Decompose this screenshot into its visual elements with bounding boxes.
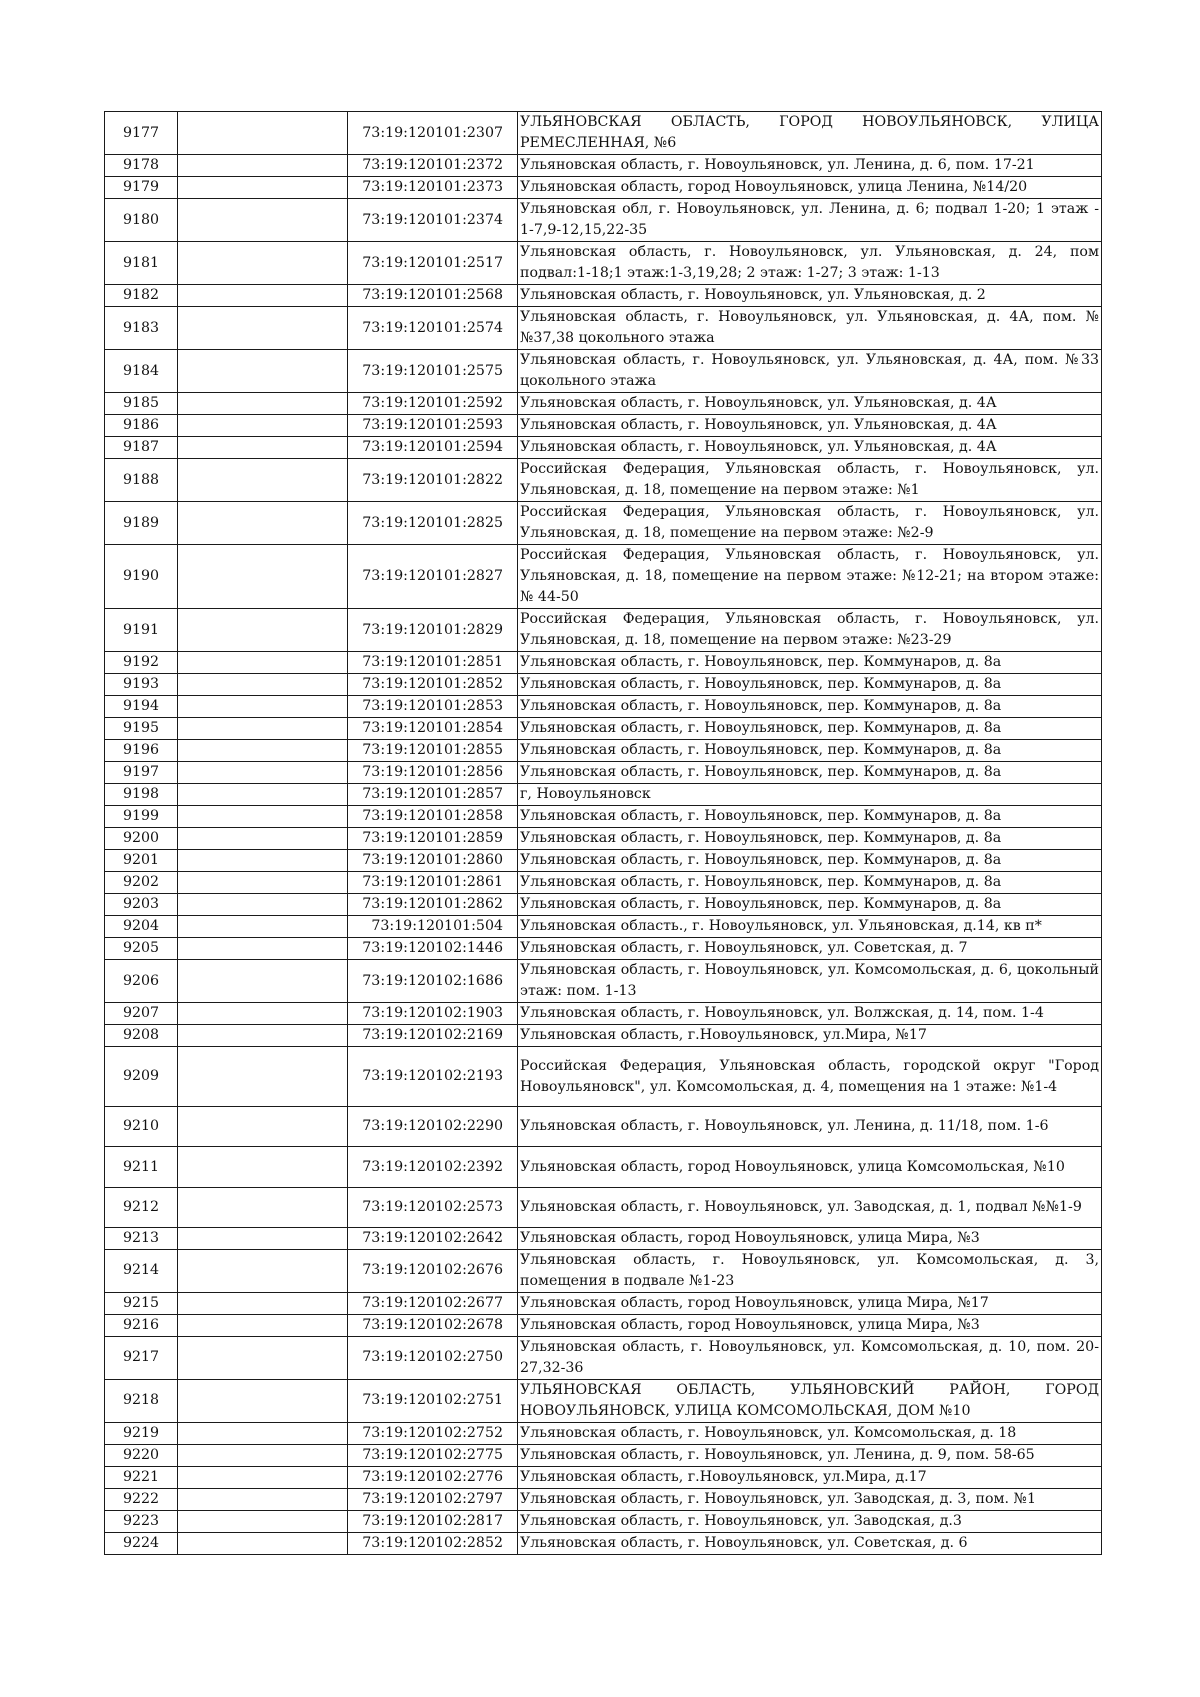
row-number: 9180: [105, 199, 178, 242]
row-address: Ульяновская область, город Новоульяновск, улица Комсомольская, №10: [518, 1147, 1102, 1187]
row-cadastral-number: 73:19:120102:1903: [348, 1003, 518, 1025]
row-cadastral-number: 73:19:120101:2307: [348, 112, 518, 155]
row-cadastral-number: 73:19:120102:1446: [348, 938, 518, 960]
row-address: Ульяновская область, г. Новоульяновск, ул. Ульяновская, д. 4А, пом. №№37,38 цокольного этажа: [518, 307, 1102, 350]
table-row: [105, 1292, 1102, 1314]
row-empty-cell: [178, 1249, 348, 1292]
row-number: 9221: [105, 1466, 178, 1488]
row-number: 9210: [105, 1107, 178, 1147]
row-cadastral-number: 73:19:120101:2858: [348, 806, 518, 828]
table-body: [105, 112, 1102, 1555]
row-cadastral-number: 73:19:120101:2372: [348, 155, 518, 177]
row-cadastral-number: 73:19:120101:2829: [348, 609, 518, 652]
row-cadastral-number: 73:19:120102:2169: [348, 1025, 518, 1047]
table-row: [105, 938, 1102, 960]
row-number: 9179: [105, 177, 178, 199]
row-cadastral-number: 73:19:120101:2593: [348, 415, 518, 437]
row-number: 9192: [105, 652, 178, 674]
table-row: [105, 1047, 1102, 1107]
row-empty-cell: [178, 1379, 348, 1422]
row-number: 9200: [105, 828, 178, 850]
row-cadastral-number: 73:19:120102:2797: [348, 1488, 518, 1510]
row-empty-cell: [178, 609, 348, 652]
row-cadastral-number: 73:19:120102:2751: [348, 1379, 518, 1422]
row-address: Ульяновская область, г. Новоульяновск, пер. Коммунаров, д. 8а: [518, 762, 1102, 784]
row-number: 9220: [105, 1444, 178, 1466]
row-cadastral-number: 73:19:120101:2853: [348, 696, 518, 718]
row-cadastral-number: 73:19:120101:2373: [348, 177, 518, 199]
table-row: [105, 437, 1102, 459]
row-cadastral-number: 73:19:120101:2861: [348, 872, 518, 894]
row-address: Ульяновская область, г. Новоульяновск, ул. Советская, д. 7: [518, 938, 1102, 960]
row-cadastral-number: 73:19:120101:2594: [348, 437, 518, 459]
table-row: [105, 762, 1102, 784]
row-address: Ульяновская область, город Новоульяновск, улица Мира, №3: [518, 1314, 1102, 1336]
row-number: 9182: [105, 285, 178, 307]
row-cadastral-number: 73:19:120101:2825: [348, 502, 518, 545]
row-empty-cell: [178, 960, 348, 1003]
row-number: 9190: [105, 545, 178, 609]
row-empty-cell: [178, 285, 348, 307]
row-empty-cell: [178, 718, 348, 740]
row-number: 9191: [105, 609, 178, 652]
row-empty-cell: [178, 1147, 348, 1187]
row-empty-cell: [178, 652, 348, 674]
row-number: 9194: [105, 696, 178, 718]
row-address: Ульяновская область, г. Новоульяновск, пер. Коммунаров, д. 8а: [518, 718, 1102, 740]
row-cadastral-number: 73:19:120101:504: [348, 916, 518, 938]
table-row: [105, 1107, 1102, 1147]
row-number: 9196: [105, 740, 178, 762]
table-row: [105, 1510, 1102, 1532]
row-address: Ульяновская область, г.Новоульяновск, ул.Мира, №17: [518, 1025, 1102, 1047]
row-number: 9214: [105, 1249, 178, 1292]
row-number: 9199: [105, 806, 178, 828]
row-address: г, Новоульяновск: [518, 784, 1102, 806]
row-address: Ульяновская обл, г. Новоульяновск, ул. Ленина, д. 6; подвал 1-20; 1 этаж - 1-7,9-12,15,22-35: [518, 199, 1102, 242]
row-cadastral-number: 73:19:120101:2374: [348, 199, 518, 242]
row-empty-cell: [178, 1466, 348, 1488]
row-number: 9207: [105, 1003, 178, 1025]
row-address: Ульяновская область, г. Новоульяновск, пер. Коммунаров, д. 8а: [518, 872, 1102, 894]
row-cadastral-number: 73:19:120101:2517: [348, 242, 518, 285]
table-row: [105, 459, 1102, 502]
row-number: 9212: [105, 1187, 178, 1227]
table-row: [105, 1379, 1102, 1422]
table-row: [105, 850, 1102, 872]
row-cadastral-number: 73:19:120101:2827: [348, 545, 518, 609]
row-number: 9186: [105, 415, 178, 437]
row-address: Ульяновская область, г. Новоульяновск, ул. Ленина, д. 11/18, пом. 1-6: [518, 1107, 1102, 1147]
table-row: [105, 1147, 1102, 1187]
row-empty-cell: [178, 1336, 348, 1379]
row-cadastral-number: 73:19:120102:2817: [348, 1510, 518, 1532]
row-empty-cell: [178, 177, 348, 199]
table-row: [105, 916, 1102, 938]
table-row: [105, 609, 1102, 652]
row-address: Ульяновская область, г. Новоульяновск, ул. Ленина, д. 6, пом. 17-21: [518, 155, 1102, 177]
row-number: 9219: [105, 1422, 178, 1444]
row-number: 9203: [105, 894, 178, 916]
row-cadastral-number: 73:19:120102:2775: [348, 1444, 518, 1466]
row-address: Российская Федерация, Ульяновская область, г. Новоульяновск, ул. Ульяновская, д. 18, помещение на первом этаже: №2-9: [518, 502, 1102, 545]
table-row: [105, 784, 1102, 806]
row-address: Ульяновская область, г. Новоульяновск, пер. Коммунаров, д. 8а: [518, 894, 1102, 916]
table-row: [105, 1422, 1102, 1444]
table-row: [105, 1227, 1102, 1249]
row-cadastral-number: 73:19:120102:2290: [348, 1107, 518, 1147]
row-empty-cell: [178, 938, 348, 960]
row-empty-cell: [178, 1047, 348, 1107]
row-empty-cell: [178, 828, 348, 850]
row-cadastral-number: 73:19:120101:2822: [348, 459, 518, 502]
row-address: Ульяновская область, город Новоульяновск, улица Ленина, №14/20: [518, 177, 1102, 199]
row-address: Ульяновская область, г. Новоульяновск, ул. Комсомольская, д. 3, помещения в подвале №1-23: [518, 1249, 1102, 1292]
row-empty-cell: [178, 155, 348, 177]
row-cadastral-number: 73:19:120102:2676: [348, 1249, 518, 1292]
row-empty-cell: [178, 502, 348, 545]
row-number: 9184: [105, 350, 178, 393]
row-address: Ульяновская область, г. Новоульяновск, ул. Заводская, д. 3, пом. №1: [518, 1488, 1102, 1510]
row-empty-cell: [178, 696, 348, 718]
row-cadastral-number: 73:19:120101:2568: [348, 285, 518, 307]
row-cadastral-number: 73:19:120101:2862: [348, 894, 518, 916]
row-empty-cell: [178, 784, 348, 806]
table-row: [105, 112, 1102, 155]
table-row: [105, 1336, 1102, 1379]
table-row: [105, 155, 1102, 177]
row-number: 9197: [105, 762, 178, 784]
row-empty-cell: [178, 806, 348, 828]
row-cadastral-number: 73:19:120102:2752: [348, 1422, 518, 1444]
table-row: [105, 828, 1102, 850]
row-address: Ульяновская область, г. Новоульяновск, ул. Комсомольская, д. 6, цокольный этаж: пом. 1-13: [518, 960, 1102, 1003]
row-number: 9217: [105, 1336, 178, 1379]
row-address: УЛЬЯНОВСКАЯ ОБЛАСТЬ, ГОРОД НОВОУЛЬЯНОВСК, УЛИЦА РЕМЕСЛЕННАЯ, №6: [518, 112, 1102, 155]
table-row: [105, 307, 1102, 350]
row-cadastral-number: 73:19:120102:2642: [348, 1227, 518, 1249]
table-row: [105, 740, 1102, 762]
row-number: 9204: [105, 916, 178, 938]
row-address: Российская Федерация, Ульяновская область, городской округ "Город Новоульяновск", ул. Комсомольская, д. 4, помещения на 1 этаже: №1-4: [518, 1047, 1102, 1107]
table-row: [105, 1444, 1102, 1466]
row-empty-cell: [178, 307, 348, 350]
row-empty-cell: [178, 1025, 348, 1047]
row-cadastral-number: 73:19:120101:2852: [348, 674, 518, 696]
row-address: Российская Федерация, Ульяновская область, г. Новоульяновск, ул. Ульяновская, д. 18, помещение на первом этаже: №12-21; на втором этаже: № 44-50: [518, 545, 1102, 609]
row-number: 9181: [105, 242, 178, 285]
row-empty-cell: [178, 1532, 348, 1554]
row-number: 9185: [105, 393, 178, 415]
row-address: Ульяновская область, г. Новоульяновск, ул. Ульяновская, д. 4А: [518, 437, 1102, 459]
row-address: Российская Федерация, Ульяновская область, г. Новоульяновск, ул. Ульяновская, д. 18, помещение на первом этаже: №23-29: [518, 609, 1102, 652]
table-row: [105, 806, 1102, 828]
table-row: [105, 872, 1102, 894]
row-empty-cell: [178, 1003, 348, 1025]
row-empty-cell: [178, 872, 348, 894]
row-cadastral-number: 73:19:120101:2860: [348, 850, 518, 872]
row-cadastral-number: 73:19:120101:2574: [348, 307, 518, 350]
row-cadastral-number: 73:19:120101:2592: [348, 393, 518, 415]
table-row: [105, 1314, 1102, 1336]
row-number: 9211: [105, 1147, 178, 1187]
table-row: [105, 199, 1102, 242]
row-address: Ульяновская область, г. Новоульяновск, ул. Советская, д. 6: [518, 1532, 1102, 1554]
row-cadastral-number: 73:19:120102:2750: [348, 1336, 518, 1379]
row-empty-cell: [178, 459, 348, 502]
row-address: Ульяновская область, г. Новоульяновск, ул. Волжская, д. 14, пом. 1-4: [518, 1003, 1102, 1025]
row-cadastral-number: 73:19:120102:2678: [348, 1314, 518, 1336]
row-address: Ульяновская область, г. Новоульяновск, пер. Коммунаров, д. 8а: [518, 740, 1102, 762]
row-number: 9193: [105, 674, 178, 696]
row-number: 9177: [105, 112, 178, 155]
row-empty-cell: [178, 1510, 348, 1532]
row-address: Ульяновская область, г. Новоульяновск, ул. Комсомольская, д. 10, пом. 20-27,32-36: [518, 1336, 1102, 1379]
row-number: 9209: [105, 1047, 178, 1107]
row-empty-cell: [178, 1107, 348, 1147]
row-address: Ульяновская область, г. Новоульяновск, ул. Ленина, д. 9, пом. 58-65: [518, 1444, 1102, 1466]
row-empty-cell: [178, 1422, 348, 1444]
row-empty-cell: [178, 242, 348, 285]
row-address: Ульяновская область, г. Новоульяновск, ул. Комсомольская, д. 18: [518, 1422, 1102, 1444]
row-number: 9183: [105, 307, 178, 350]
row-number: 9187: [105, 437, 178, 459]
row-cadastral-number: 73:19:120101:2851: [348, 652, 518, 674]
row-cadastral-number: 73:19:120101:2857: [348, 784, 518, 806]
table-row: [105, 696, 1102, 718]
table-row: [105, 415, 1102, 437]
row-number: 9224: [105, 1532, 178, 1554]
table-row: [105, 894, 1102, 916]
row-cadastral-number: 73:19:120101:2575: [348, 350, 518, 393]
row-cadastral-number: 73:19:120101:2859: [348, 828, 518, 850]
table-row: [105, 393, 1102, 415]
table-row: [105, 1466, 1102, 1488]
table-row: [105, 1249, 1102, 1292]
row-cadastral-number: 73:19:120101:2854: [348, 718, 518, 740]
row-address: Ульяновская область, г. Новоульяновск, пер. Коммунаров, д. 8а: [518, 652, 1102, 674]
row-empty-cell: [178, 1292, 348, 1314]
row-address: Российская Федерация, Ульяновская область, г. Новоульяновск, ул. Ульяновская, д. 18, помещение на первом этаже: №1: [518, 459, 1102, 502]
table-row: [105, 1187, 1102, 1227]
row-empty-cell: [178, 674, 348, 696]
row-address: Ульяновская область, г. Новоульяновск, пер. Коммунаров, д. 8а: [518, 850, 1102, 872]
row-empty-cell: [178, 894, 348, 916]
table-row: [105, 242, 1102, 285]
row-empty-cell: [178, 437, 348, 459]
row-number: 9223: [105, 1510, 178, 1532]
row-empty-cell: [178, 1227, 348, 1249]
row-cadastral-number: 73:19:120102:2677: [348, 1292, 518, 1314]
row-address: Ульяновская область, г.Новоульяновск, ул.Мира, д.17: [518, 1466, 1102, 1488]
row-number: 9208: [105, 1025, 178, 1047]
row-cadastral-number: 73:19:120102:1686: [348, 960, 518, 1003]
row-cadastral-number: 73:19:120102:2852: [348, 1532, 518, 1554]
row-empty-cell: [178, 350, 348, 393]
row-number: 9218: [105, 1379, 178, 1422]
row-number: 9178: [105, 155, 178, 177]
row-cadastral-number: 73:19:120102:2573: [348, 1187, 518, 1227]
row-number: 9201: [105, 850, 178, 872]
row-cadastral-number: 73:19:120102:2193: [348, 1047, 518, 1107]
row-empty-cell: [178, 415, 348, 437]
row-address: Ульяновская область, город Новоульяновск, улица Мира, №3: [518, 1227, 1102, 1249]
table-row: [105, 1003, 1102, 1025]
row-address: Ульяновская область, г. Новоульяновск, пер. Коммунаров, д. 8а: [518, 696, 1102, 718]
table-row: [105, 177, 1102, 199]
row-address: Ульяновская область, г. Новоульяновск, ул. Ульяновская, д. 4А: [518, 393, 1102, 415]
row-empty-cell: [178, 1314, 348, 1336]
row-empty-cell: [178, 1488, 348, 1510]
table-row: [105, 350, 1102, 393]
table-row: [105, 1488, 1102, 1510]
row-cadastral-number: 73:19:120102:2392: [348, 1147, 518, 1187]
row-number: 9205: [105, 938, 178, 960]
table-row: [105, 545, 1102, 609]
table-row: [105, 502, 1102, 545]
row-number: 9213: [105, 1227, 178, 1249]
row-number: 9202: [105, 872, 178, 894]
row-number: 9189: [105, 502, 178, 545]
row-number: 9206: [105, 960, 178, 1003]
row-empty-cell: [178, 199, 348, 242]
row-empty-cell: [178, 850, 348, 872]
table-row: [105, 718, 1102, 740]
row-cadastral-number: 73:19:120102:2776: [348, 1466, 518, 1488]
table-row: [105, 652, 1102, 674]
row-address: Ульяновская область, г. Новоульяновск, пер. Коммунаров, д. 8а: [518, 674, 1102, 696]
row-number: 9195: [105, 718, 178, 740]
row-address: Ульяновская область, г. Новоульяновск, ул. Ульяновская, д. 24, пом подвал:1-18;1 этаж:1-3,19,28; 2 этаж: 1-27; 3 этаж: 1-13: [518, 242, 1102, 285]
row-address: Ульяновская область, г. Новоульяновск, ул. Ульяновская, д. 4А: [518, 415, 1102, 437]
row-cadastral-number: 73:19:120101:2856: [348, 762, 518, 784]
row-cadastral-number: 73:19:120101:2855: [348, 740, 518, 762]
row-empty-cell: [178, 393, 348, 415]
row-number: 9216: [105, 1314, 178, 1336]
row-address: УЛЬЯНОВСКАЯ ОБЛАСТЬ, УЛЬЯНОВСКИЙ РАЙОН, ГОРОД НОВОУЛЬЯНОВСК, УЛИЦА КОМСОМОЛЬСКАЯ, ДОМ №10: [518, 1379, 1102, 1422]
table-row: [105, 960, 1102, 1003]
row-number: 9188: [105, 459, 178, 502]
row-empty-cell: [178, 545, 348, 609]
table-row: [105, 674, 1102, 696]
row-address: Ульяновская область, г. Новоульяновск, пер. Коммунаров, д. 8а: [518, 828, 1102, 850]
row-address: Ульяновская область, г. Новоульяновск, ул. Заводская, д. 1, подвал №№1-9: [518, 1187, 1102, 1227]
row-empty-cell: [178, 916, 348, 938]
table-row: [105, 1532, 1102, 1554]
row-address: Ульяновская область, г. Новоульяновск, пер. Коммунаров, д. 8а: [518, 806, 1102, 828]
row-address: Ульяновская область., г. Новоульяновск, ул. Ульяновская, д.14, кв п*: [518, 916, 1102, 938]
row-number: 9222: [105, 1488, 178, 1510]
row-empty-cell: [178, 762, 348, 784]
table-row: [105, 1025, 1102, 1047]
row-number: 9198: [105, 784, 178, 806]
table-row: [105, 285, 1102, 307]
row-address: Ульяновская область, город Новоульяновск, улица Мира, №17: [518, 1292, 1102, 1314]
row-empty-cell: [178, 1444, 348, 1466]
row-number: 9215: [105, 1292, 178, 1314]
row-address: Ульяновская область, г. Новоульяновск, ул. Ульяновская, д. 4А, пом. №33 цокольного этажа: [518, 350, 1102, 393]
row-empty-cell: [178, 1187, 348, 1227]
row-address: Ульяновская область, г. Новоульяновск, ул. Ульяновская, д. 2: [518, 285, 1102, 307]
row-empty-cell: [178, 112, 348, 155]
row-empty-cell: [178, 740, 348, 762]
property-register-table: [104, 111, 1102, 1555]
row-address: Ульяновская область, г. Новоульяновск, ул. Заводская, д.3: [518, 1510, 1102, 1532]
